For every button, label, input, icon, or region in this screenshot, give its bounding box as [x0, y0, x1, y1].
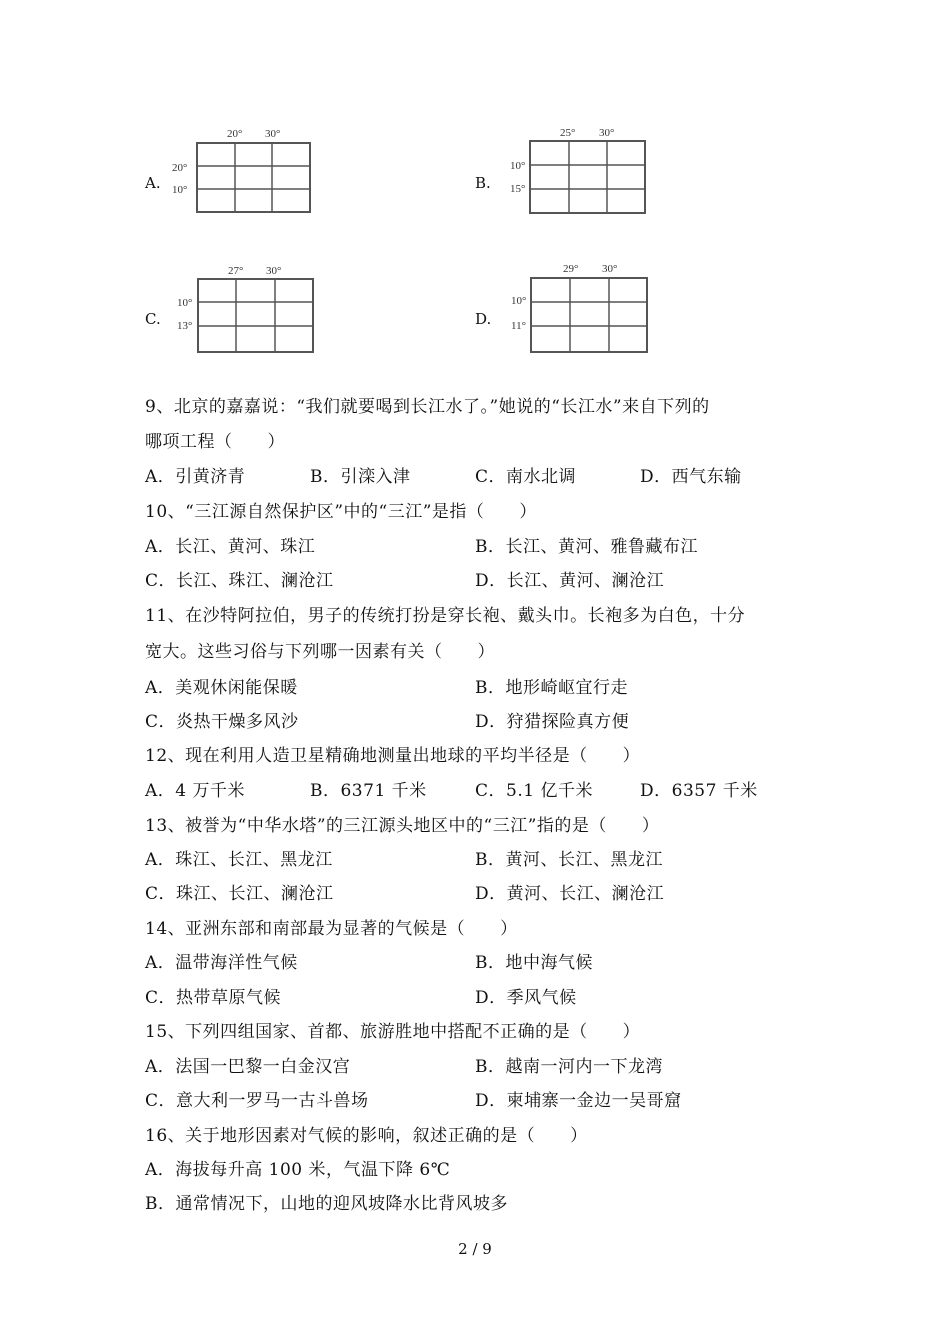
grid-d-side-label-2: 11° — [511, 320, 526, 332]
question-15-option-a: A．法国一巴黎一白金汉宫 — [145, 1057, 351, 1077]
page-number: 2 / 9 — [458, 1240, 492, 1258]
grid-c-side-label-2: 13° — [177, 320, 193, 332]
grid-b-top-label-1: 25° — [560, 127, 576, 139]
question-11-option-d: D．狩猎探险真方便 — [475, 712, 630, 732]
option-a-label: A. — [145, 174, 161, 192]
question-9-option-a: A．引黄济青 — [145, 467, 246, 487]
option-c-label: C. — [145, 310, 161, 328]
question-12-option-b: B．6371 千米 — [310, 781, 427, 801]
question-11-option-c: C．炎热干燥多风沙 — [145, 712, 299, 732]
question-14-option-a: A．温带海洋性气候 — [145, 953, 298, 973]
question-9-option-b: B．引滦入津 — [310, 467, 411, 487]
question-15-line-1: 15、下列四组国家、首都、旅游胜地中搭配不正确的是（ ） — [145, 1022, 641, 1042]
question-12-option-c: C．5.1 亿千米 — [475, 781, 593, 801]
grid-a-top-label-1: 20° — [227, 128, 243, 140]
question-14-option-b: B．地中海气候 — [475, 953, 593, 973]
question-13-option-c: C．珠江、长江、澜沧江 — [145, 884, 334, 904]
question-16-line-1: 16、关于地形因素对气候的影响，叙述正确的是（ ） — [145, 1126, 588, 1146]
question-10-option-a: A．长江、黄河、珠江 — [145, 537, 316, 557]
question-10-option-c: C．长江、珠江、澜沧江 — [145, 571, 334, 591]
question-16-option-b: B．通常情况下，山地的迎风坡降水比背风坡多 — [145, 1194, 508, 1214]
grid-d-top-label-1: 29° — [563, 263, 579, 275]
question-13-option-b: B．黄河、长江、黑龙江 — [475, 850, 663, 870]
question-10-option-b: B．长江、黄河、雅鲁藏布江 — [475, 537, 698, 557]
question-12-option-d: D．6357 千米 — [640, 781, 758, 801]
question-9-option-c: C．南水北调 — [475, 467, 577, 487]
question-10-option-d: D．长江、黄河、澜沧江 — [475, 571, 665, 591]
question-14-option-c: C．热带草原气候 — [145, 988, 282, 1008]
grid-diagram-a — [172, 124, 322, 219]
question-11-option-a: A．美观休闲能保暖 — [145, 678, 298, 698]
question-15-option-c: C．意大利一罗马一古斗兽场 — [145, 1091, 369, 1111]
question-15-option-b: B．越南一河内一下龙湾 — [475, 1057, 663, 1077]
question-10-line-1: 10、“三江源自然保护区”中的“三江”是指（ ） — [145, 502, 537, 522]
grid-a-top-label-2: 30° — [265, 128, 281, 140]
question-13-line-1: 13、被誉为“中华水塔”的三江源头地区中的“三江”指的是（ ） — [145, 816, 660, 836]
question-11-line-1: 11、在沙特阿拉伯，男子的传统打扮是穿长袍、戴头巾。长袍多为白色，十分 — [145, 606, 746, 626]
question-15-option-d: D．柬埔寨一金边一吴哥窟 — [475, 1091, 682, 1111]
question-9-line-1: 9、北京的嘉嘉说：“我们就要喝到长江水了。”她说的“长江水”来自下列的 — [145, 397, 710, 417]
question-9-line-2: 哪项工程（ ） — [145, 432, 285, 452]
grid-diagram-c — [175, 262, 325, 357]
grid-b-side-label-1: 10° — [510, 160, 526, 172]
question-13-option-d: D．黄河、长江、澜沧江 — [475, 884, 665, 904]
grid-c-top-label-2: 30° — [266, 265, 282, 277]
grid-c-side-label-1: 10° — [177, 297, 193, 309]
question-14-line-1: 14、亚洲东部和南部最为显著的气候是（ ） — [145, 919, 518, 939]
grid-b-side-label-2: 15° — [510, 183, 526, 195]
grid-diagram-d — [508, 260, 658, 355]
grid-b-top-label-2: 30° — [599, 127, 615, 139]
grid-a-side-label-2: 10° — [172, 184, 188, 196]
question-16-option-a: A．海拔每升高 100 米，气温下降 6℃ — [145, 1160, 451, 1180]
option-b-label: B. — [475, 174, 491, 192]
grid-d-side-label-1: 10° — [511, 295, 527, 307]
grid-diagram-b — [508, 124, 658, 219]
question-12-line-1: 12、现在利用人造卫星精确地测量出地球的平均半径是（ ） — [145, 746, 641, 766]
question-9-option-d: D．西气东输 — [640, 467, 742, 487]
question-11-option-b: B．地形崎岖宜行走 — [475, 678, 628, 698]
question-14-option-d: D．季风气候 — [475, 988, 577, 1008]
grid-a-side-label-1: 20° — [172, 162, 188, 174]
option-d-label: D. — [475, 310, 492, 328]
question-11-line-2: 宽大。这些习俗与下列哪一因素有关（ ） — [145, 642, 495, 662]
question-13-option-a: A．珠江、长江、黑龙江 — [145, 850, 333, 870]
question-12-option-a: A．4 万千米 — [145, 781, 245, 801]
grid-d-top-label-2: 30° — [602, 263, 618, 275]
grid-c-top-label-1: 27° — [228, 265, 244, 277]
